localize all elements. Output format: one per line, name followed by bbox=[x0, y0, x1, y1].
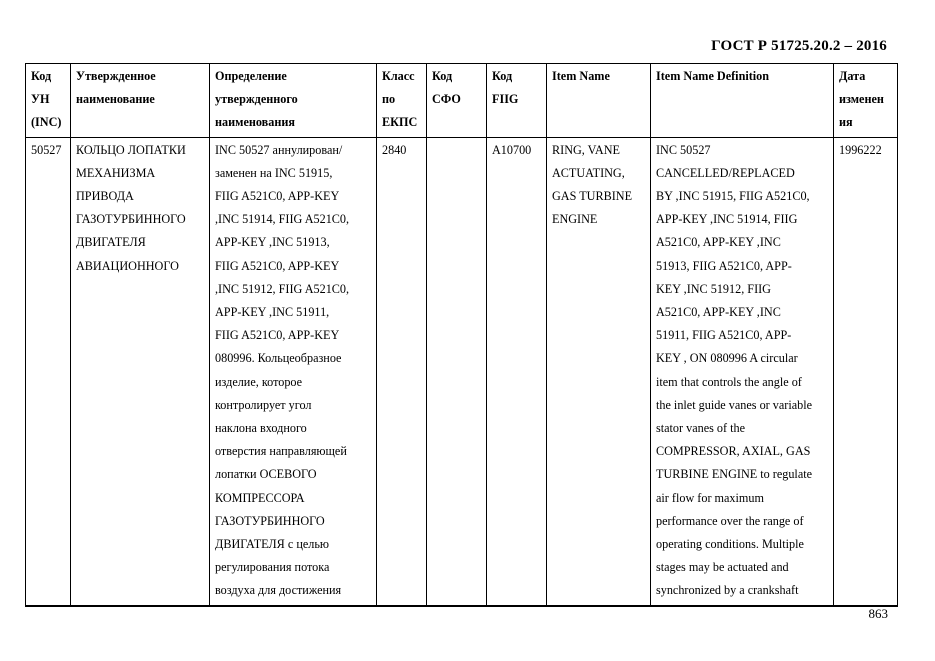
cell-ekps-class: 2840 bbox=[377, 137, 427, 606]
cell-item-name: RING, VANE ACTUATING, GAS TURBINE ENGINE bbox=[547, 137, 651, 606]
document-standard-header: ГОСТ Р 51725.20.2 – 2016 bbox=[711, 38, 887, 54]
cell-item-name-definition: INC 50527 CANCELLED/REPLACED BY ,INC 51915, FIIG A521C0, APP-KEY ,INC 51914, FIIG A521C0, APP-KEY ,INC 51913, FIIG A521C0, APP- KEY ,INC 51912, FIIG A521C0, APP-KEY ,INC 51911, FIIG A521C0, APP- KEY , ON 080996 A circular item that controls the angle of the inlet guide vanes or variable stator vanes of the COMPRESSOR, AXIAL, GAS TURBINE ENGINE to regulate air flow for maximum performance over the range of operating conditions. Multiple stages may be actuated and synchronized by a crankshaft bbox=[651, 137, 834, 606]
nomenclature-table bbox=[25, 63, 898, 607]
table-row bbox=[26, 137, 898, 606]
cell-sfo-code bbox=[427, 137, 487, 606]
header-sfo-code: Код СФО bbox=[427, 64, 487, 138]
header-approved-name: Утвержденное наименование bbox=[71, 64, 210, 138]
page-number: 863 bbox=[868, 606, 888, 621]
cell-definition-ru: INC 50527 аннулирован/ заменен на INC 51915, FIIG A521C0, APP-KEY ,INC 51914, FIIG A521C0, APP-KEY ,INC 51913, FIIG A521C0, APP-KEY ,INC 51912, FIIG A521C0, APP-KEY ,INC 51911, FIIG A521C0, APP-KEY 080996. Кольцеобразное изделие, которое контролирует угол наклона входного отверстия направляющей лопатки ОСЕВОГО КОМПРЕССОРА ГАЗОТУРБИННОГО ДВИГАТЕЛЯ с целью регулирования потока воздуха для достижения bbox=[210, 137, 377, 606]
cell-fiig-code: A10700 bbox=[487, 137, 547, 606]
header-item-name: Item Name bbox=[547, 64, 651, 138]
cell-change-date: 1996222 bbox=[834, 137, 898, 606]
header-ekps-class: Класс по ЕКПС bbox=[377, 64, 427, 138]
header-change-date: Дата изменен ия bbox=[834, 64, 898, 138]
header-item-name-definition: Item Name Definition bbox=[651, 64, 834, 138]
cell-approved-name: КОЛЬЦО ЛОПАТКИ МЕХАНИЗМА ПРИВОДА ГАЗОТУРБИННОГО ДВИГАТЕЛЯ АВИАЦИОННОГО bbox=[71, 137, 210, 606]
header-definition: Определение утвержденного наименования bbox=[210, 64, 377, 138]
header-inc: Код УН (INC) bbox=[26, 64, 71, 138]
table-header-row bbox=[26, 64, 898, 138]
cell-inc: 50527 bbox=[26, 137, 71, 606]
header-fiig-code: Код FIIG bbox=[487, 64, 547, 138]
